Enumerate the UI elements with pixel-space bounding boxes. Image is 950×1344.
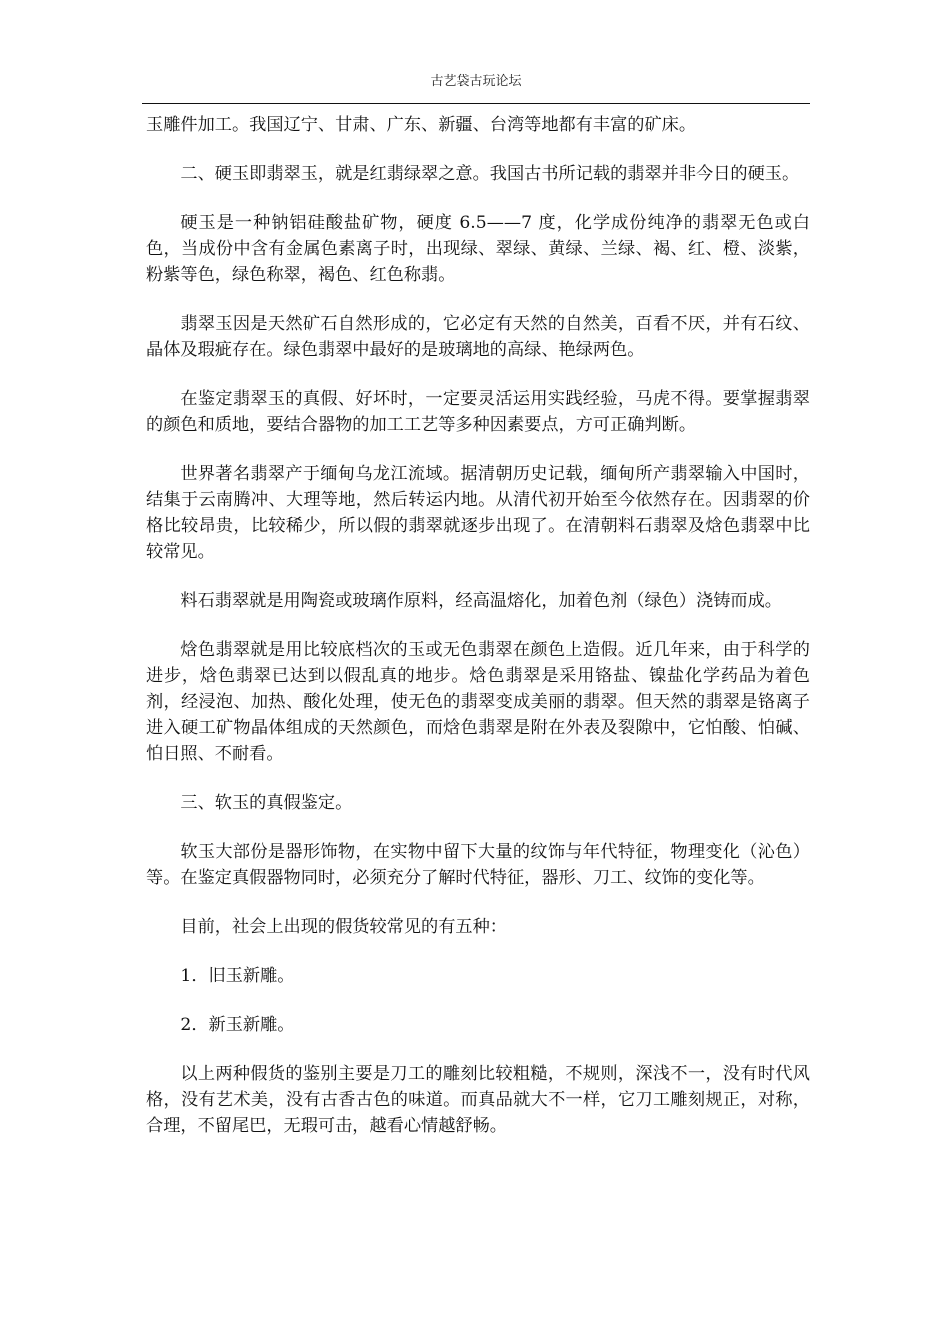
paragraph-natural-beauty: 翡翠玉因是天然矿石自然形成的，它必定有天然的自然美，百看不厌，并有石纹、晶体及瑕疵存在。绿色翡翠中最好的是玻璃地的高绿、艳绿两色。 (146, 314, 810, 360)
paragraph-five-types: 目前，社会上出现的假货较常见的有五种： (180, 917, 507, 937)
paragraph-identification: 在鉴定翡翠玉的真假、好坏时，一定要灵活运用实践经验，马虎不得。要掌握翡翠的颜色和质地，要结合器物的加工工艺等多种因素要点，方可正确判断。 (146, 389, 810, 435)
page-header-title: 古艺袋古玩论坛 (430, 74, 522, 89)
list-item-1: 1．旧玉新雕。 (180, 966, 295, 986)
paragraph-soft-jade: 软玉大部份是器形饰物，在实物中留下大量的纹饰与年代特征，物理变化（沁色）等。在鉴定真假器物同时，必须充分了解时代特征，器形、刀工、纹饰的变化等。 (146, 842, 810, 888)
list-item-2: 2．新玉新雕。 (180, 1015, 295, 1035)
section-heading-soft-jade: 三、软玉的真假鉴定。 (180, 793, 353, 813)
paragraph-glass-imitation: 料石翡翠就是用陶瓷或玻璃作原料，经高温熔化，加着色剂（绿色）浇铸而成。 (180, 591, 782, 611)
paragraph-hard-jade-properties: 硬玉是一种钠铝硅酸盐矿物，硬度 6.5——7 度，化学成份纯净的翡翠无色或白色，当成份中含有金属色素离子时，出现绿、翠绿、黄绿、兰绿、褐、红、橙、淡紫，粉紫等色，绿色称翠，褐色、红色称翡。 (146, 213, 810, 285)
document-body (146, 112, 810, 1162)
paragraph-carving-identification: 以上两种假货的鉴别主要是刀工的雕刻比较粗糙，不规则，深浅不一，没有时代风格，没有艺术美，没有古香古色的味道。而真品就大不一样，它刀工雕刻规正，对称，合理，不留尾巴，无瑕可击，越看心情越舒畅。 (146, 1064, 810, 1136)
paragraph-origin: 世界著名翡翠产于缅甸乌龙江流域。据清朝历史记载，缅甸所产翡翠输入中国时，结集于云南腾冲、大理等地，然后转运内地。从清代初开始至今依然存在。因翡翠的价格比较昂贵，比较稀少，所以假的翡翠就逐步出现了。在清朝料石翡翠及焓色翡翠中比较常见。 (146, 464, 810, 562)
paragraph-dyed-jade: 焓色翡翠就是用比较底档次的玉或无色翡翠在颜色上造假。近几年来，由于科学的进步，焓色翡翠已达到以假乱真的地步。焓色翡翠是采用铬盐、镍盐化学药品为着色剂，经浸泡、加热、酸化处理，使无色的翡翠变成美丽的翡翠。但天然的翡翠是铬离子进入硬工矿物晶体组成的天然颜色，而焓色翡翠是附在外表及裂隙中，它怕酸、怕碱、怕日照、不耐看。 (146, 640, 810, 764)
header-divider (142, 103, 810, 104)
paragraph-hard-jade-intro: 二、硬玉即翡翠玉，就是红翡绿翠之意。我国古书所记载的翡翠并非今日的硬玉。 (180, 164, 800, 184)
paragraph-continuation: 玉雕件加工。我国辽宁、甘肃、广东、新疆、台湾等地都有丰富的矿床。 (146, 115, 697, 135)
